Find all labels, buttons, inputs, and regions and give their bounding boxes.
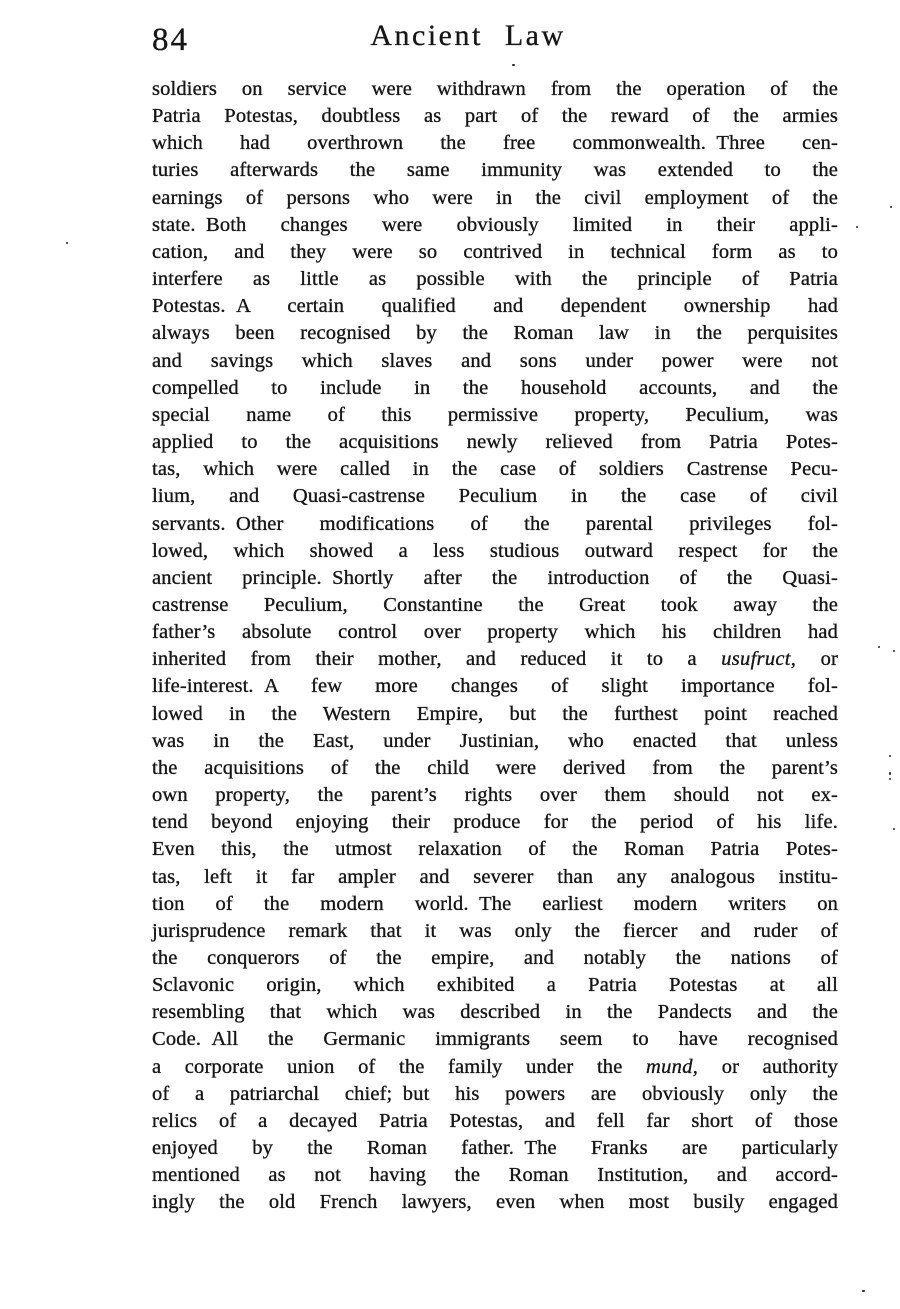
scan-speck	[889, 778, 891, 780]
text-line: the conquerors of the empire, and notably the nations of	[152, 947, 838, 969]
scan-speck	[512, 64, 515, 66]
text-line: Patria Potestas, doubtless as part of the reward of the armies	[152, 105, 838, 128]
text-line: life-interest. A few more changes of slight importance fol-	[152, 675, 838, 698]
text-line: mentioned as not having the Roman Institution, and accord-	[152, 1164, 838, 1187]
text-line: Sclavonic origin, which exhibited a Patria Potestas at all	[152, 974, 838, 997]
text-line: ingly the old French lawyers, even when most busily engaged	[152, 1191, 838, 1214]
text-line: servants. Other modifications of the parental privileges fol-	[152, 512, 838, 535]
scan-speck	[889, 755, 891, 757]
scan-speck	[862, 1290, 865, 1292]
text-line: ancient principle. Shortly after the introduction of the Quasi-	[152, 566, 838, 589]
text-line: lium, and Quasi-castrense Peculium in the case of civil	[152, 485, 838, 508]
text-line: cation, and they were so contrived in technical form as to	[152, 240, 838, 263]
text-line: tas, left it far ampler and severer than any analogous institu-	[152, 865, 838, 888]
text-line: tend beyond enjoying their produce for the period of his life.	[152, 811, 838, 834]
text-line: relics of a decayed Patria Potestas, and fell far short of those	[152, 1109, 838, 1132]
text-line: was in the East, under Justinian, who enacted that unless	[152, 729, 838, 752]
text-line: interfere as little as possible with the principle of Patria	[152, 268, 838, 291]
text-line: a corporate union of the family under the mund, or authority	[152, 1055, 838, 1078]
text-line: tas, which were called in the case of soldiers Castrense Pecu-	[152, 458, 838, 481]
text-line: and savings which slaves and sons under power were not	[152, 349, 838, 372]
text-line: own property, the parent’s rights over them should not ex-	[152, 784, 838, 807]
text-line: resembling that which was described in the Pandects and the	[152, 1001, 838, 1024]
text-line: earnings of persons who were in the civil employment of the	[152, 186, 838, 209]
scan-speck	[893, 828, 895, 830]
scan-speck	[889, 772, 891, 775]
italic-term: mund,	[645, 1055, 699, 1078]
text-line: Even this, the utmost relaxation of the Roman Patria Potes-	[152, 838, 838, 861]
text-line: jurisprudence remark that it was only the fiercer and ruder of	[152, 919, 838, 942]
text-line: Potestas. A certain qualified and dependent ownership had	[152, 295, 838, 318]
text-line: Code. All the Germanic immigrants seem to have recognised	[152, 1028, 838, 1051]
running-title: Ancient Law	[370, 19, 566, 52]
text-line: turies afterwards the same immunity was extended to the	[152, 159, 838, 182]
text-line: lowed, which showed a less studious outward respect for the	[152, 539, 838, 562]
text-line: inherited from their mother, and reduced it to a usufruct, or	[152, 648, 838, 671]
scan-speck	[893, 650, 895, 652]
text-line: always been recognised by the Roman law in the perquisites	[152, 322, 838, 345]
scan-speck	[878, 646, 880, 648]
text-line: compelled to include in the household accounts, and the	[152, 376, 838, 399]
text-line: enjoyed by the Roman father. The Franks are particularly	[152, 1137, 838, 1160]
text-line: applied to the acquisitions newly relieved from Patria Potes-	[152, 431, 838, 454]
text-line: tion of the modern world. The earliest modern writers on	[152, 892, 838, 915]
text-line: soldiers on service were withdrawn from the operation of the	[152, 78, 838, 100]
scan-speck	[66, 242, 68, 244]
text-line: lowed in the Western Empire, but the furthest point reached	[152, 702, 838, 725]
text-line: which had overthrown the free commonwealth. Three cen-	[152, 132, 838, 155]
text-line: special name of this permissive property, Peculium, was	[152, 403, 838, 426]
italic-term: usufruct,	[721, 648, 797, 671]
text-line: of a patriarchal chief; but his powers are obviously only the	[152, 1082, 838, 1105]
page-body	[152, 76, 838, 1217]
text-line: state. Both changes were obviously limited in their appli-	[152, 213, 838, 236]
page-number: 84	[152, 22, 189, 58]
text-line: father’s absolute control over property which his children had	[152, 621, 838, 644]
scan-speck	[890, 206, 892, 208]
text-line: castrense Peculium, Constantine the Great took away the	[152, 593, 838, 616]
text-line: the acquisitions of the child were derived from the parent’s	[152, 756, 838, 779]
scan-speck	[856, 226, 858, 228]
